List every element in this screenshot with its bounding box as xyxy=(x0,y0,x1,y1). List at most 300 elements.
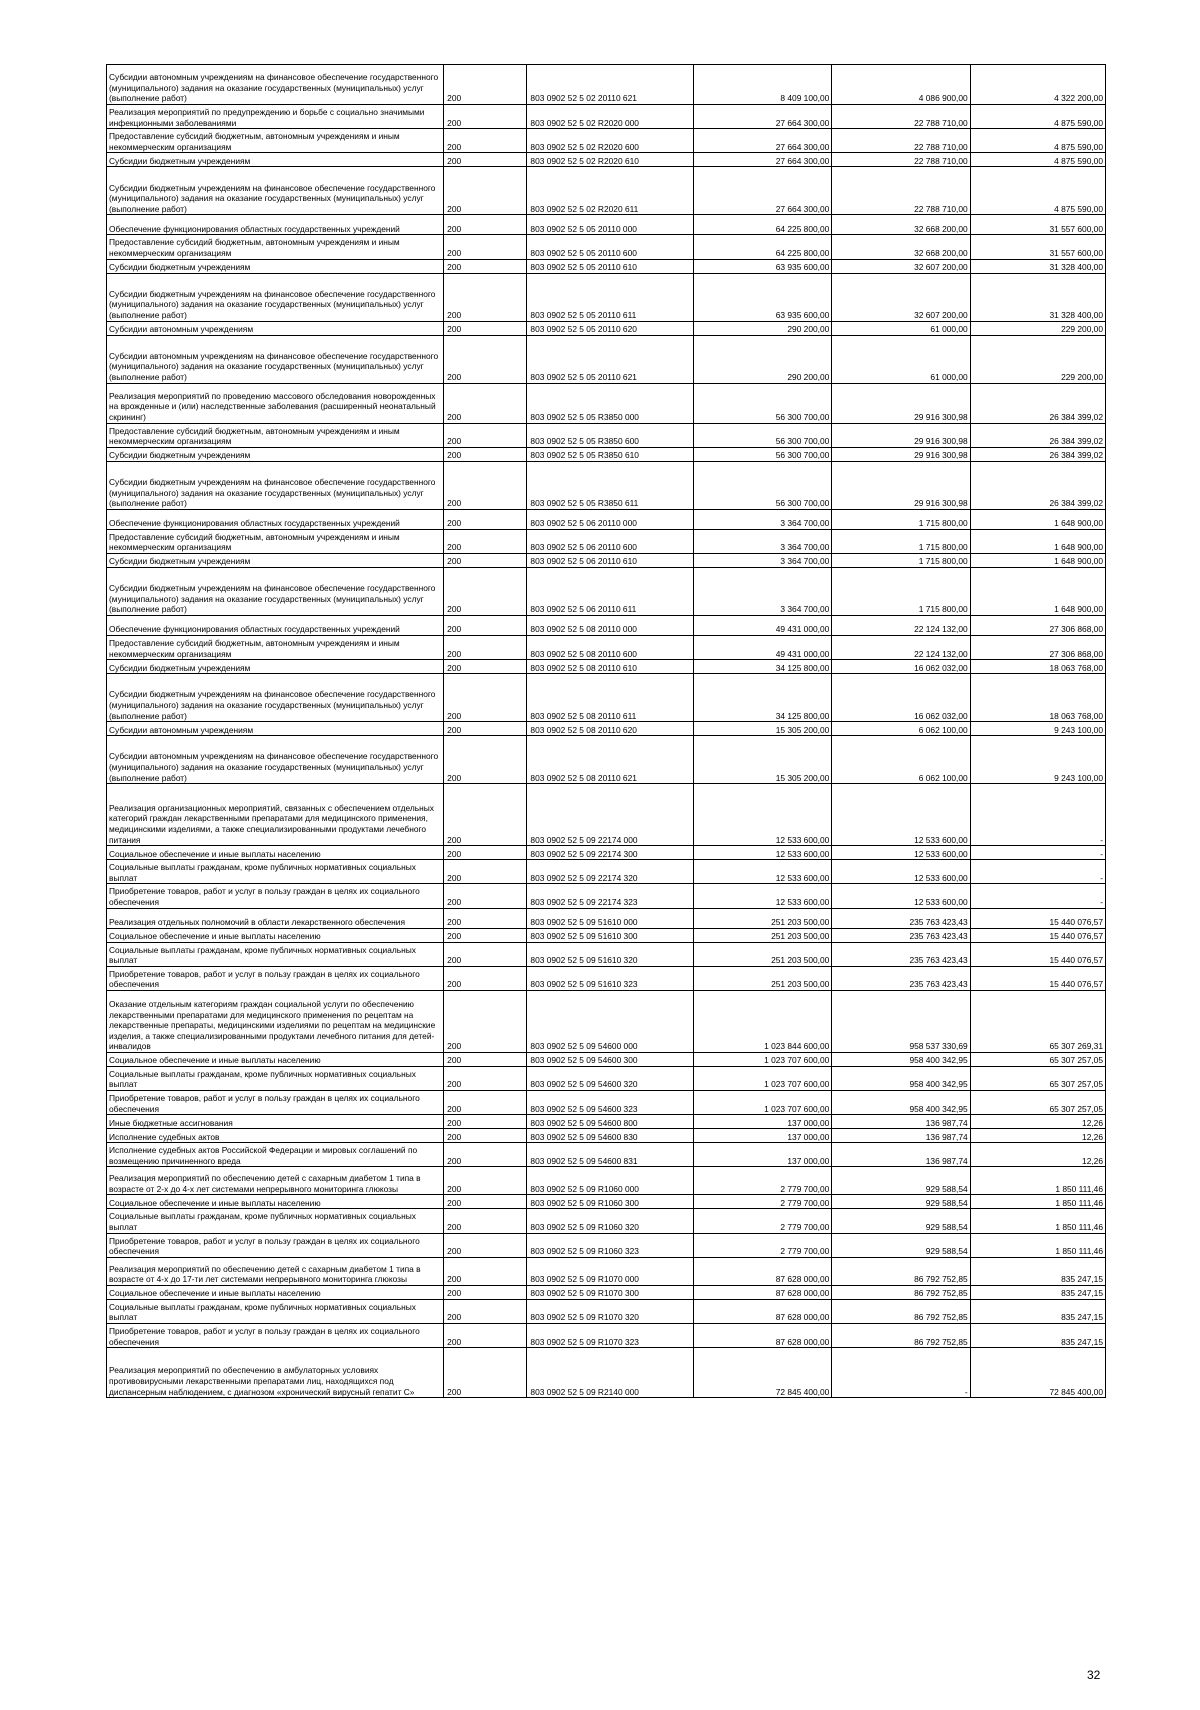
row-name-cell: Субсидии бюджетным учреждениям xyxy=(107,553,444,567)
row-total-cell: 87 628 000,00 xyxy=(693,1257,831,1285)
row-executed-cell: 12 533 600,00 xyxy=(832,846,970,860)
row-remaining-cell: 9 243 100,00 xyxy=(970,722,1105,736)
row-name-cell: Реализация организационных мероприятий, связанных с обеспечением отдельных категорий граждан лекарственными препаратами для медицинского применения, медицинскими изделиями, а также специализированными продуктами лечебного питания xyxy=(107,784,444,846)
table-row xyxy=(107,908,1106,928)
row-name-cell: Субсидии бюджетным учреждениям xyxy=(107,259,444,273)
row-ved-cell: 200 xyxy=(444,674,527,722)
table-row xyxy=(107,635,1106,659)
row-executed-cell: 1 715 800,00 xyxy=(832,567,970,615)
row-name-cell: Реализация мероприятий по обеспечению в амбулаторных условиях противовирусными лекарственными препаратами лиц, находящихся под диспансерным наблюдением, с диагнозом «хронический вирусный гепатит С» xyxy=(107,1348,444,1398)
row-code-cell: 803 0902 52 5 06 20110 610 xyxy=(527,553,694,567)
row-executed-cell: 12 533 600,00 xyxy=(832,860,970,884)
row-total-cell: 251 203 500,00 xyxy=(693,908,831,928)
row-remaining-cell: 31 328 400,00 xyxy=(970,273,1105,321)
row-total-cell: 1 023 707 600,00 xyxy=(693,1066,831,1090)
row-code-cell: 803 0902 52 5 09 51610 000 xyxy=(527,908,694,928)
table-row xyxy=(107,461,1106,509)
row-total-cell: 251 203 500,00 xyxy=(693,966,831,990)
row-total-cell: 63 935 600,00 xyxy=(693,273,831,321)
row-name-cell: Приобретение товаров, работ и услуг в пользу граждан в целях их социального обеспечения xyxy=(107,1324,444,1348)
row-ved-cell: 200 xyxy=(444,1209,527,1233)
table-row xyxy=(107,884,1106,908)
table-row xyxy=(107,529,1106,553)
table-body xyxy=(107,65,1106,1398)
table-row xyxy=(107,1091,1106,1115)
row-ved-cell: 200 xyxy=(444,1115,527,1129)
row-code-cell: 803 0902 52 5 09 R1060 300 xyxy=(527,1195,694,1209)
row-total-cell: 64 225 800,00 xyxy=(693,215,831,235)
table-row xyxy=(107,784,1106,846)
row-code-cell: 803 0902 52 5 06 20110 611 xyxy=(527,567,694,615)
row-total-cell: 27 664 300,00 xyxy=(693,153,831,167)
table-row xyxy=(107,942,1106,966)
row-code-cell: 803 0902 52 5 09 54600 323 xyxy=(527,1091,694,1115)
row-code-cell: 803 0902 52 5 09 54600 830 xyxy=(527,1129,694,1143)
row-code-cell: 803 0902 52 5 06 20110 600 xyxy=(527,529,694,553)
table-row xyxy=(107,1299,1106,1323)
row-total-cell: 34 125 800,00 xyxy=(693,660,831,674)
table-row xyxy=(107,928,1106,942)
row-name-cell: Предоставление субсидий бюджетным, автономным учреждениям и иным некоммерческим организациям xyxy=(107,529,444,553)
row-executed-cell: 32 607 200,00 xyxy=(832,273,970,321)
row-remaining-cell: 229 200,00 xyxy=(970,321,1105,335)
row-code-cell: 803 0902 52 5 05 20110 000 xyxy=(527,215,694,235)
row-name-cell: Обеспечение функционирования областных государственных учреждений xyxy=(107,509,444,529)
row-name-cell: Приобретение товаров, работ и услуг в пользу граждан в целях их социального обеспечения xyxy=(107,1233,444,1257)
table-row xyxy=(107,167,1106,215)
table-row xyxy=(107,1143,1106,1167)
row-name-cell: Субсидии бюджетным учреждениям на финансовое обеспечение государственного (муниципального) задания на оказание государственных (муниципальных) услуг (выполнение работ) xyxy=(107,273,444,321)
row-ved-cell: 200 xyxy=(444,908,527,928)
row-ved-cell: 200 xyxy=(444,423,527,447)
row-name-cell: Субсидии автономным учреждениям на финансовое обеспечение государственного (муниципального) задания на оказание государственных (муниципальных) услуг (выполнение работ) xyxy=(107,736,444,784)
row-executed-cell: 12 533 600,00 xyxy=(832,784,970,846)
row-executed-cell: 958 400 342,95 xyxy=(832,1066,970,1090)
row-ved-cell: 200 xyxy=(444,235,527,259)
row-remaining-cell: 4 322 200,00 xyxy=(970,65,1105,105)
row-remaining-cell: 26 384 399,02 xyxy=(970,423,1105,447)
row-total-cell: 290 200,00 xyxy=(693,335,831,383)
table-row xyxy=(107,153,1106,167)
table-row xyxy=(107,567,1106,615)
row-total-cell: 1 023 707 600,00 xyxy=(693,1091,831,1115)
row-total-cell: 137 000,00 xyxy=(693,1115,831,1129)
row-ved-cell: 200 xyxy=(444,722,527,736)
row-executed-cell: 136 987,74 xyxy=(832,1115,970,1129)
row-total-cell: 3 364 700,00 xyxy=(693,567,831,615)
row-total-cell: 2 779 700,00 xyxy=(693,1195,831,1209)
row-name-cell: Социальные выплаты гражданам, кроме публичных нормативных социальных выплат xyxy=(107,942,444,966)
row-total-cell: 251 203 500,00 xyxy=(693,942,831,966)
table-row xyxy=(107,1348,1106,1398)
row-name-cell: Субсидии автономным учреждениям xyxy=(107,321,444,335)
table-row xyxy=(107,1209,1106,1233)
row-total-cell: 87 628 000,00 xyxy=(693,1324,831,1348)
row-total-cell: 12 533 600,00 xyxy=(693,784,831,846)
table-row xyxy=(107,736,1106,784)
row-name-cell: Социальное обеспечение и иные выплаты населению xyxy=(107,1052,444,1066)
row-code-cell: 803 0902 52 5 05 20110 600 xyxy=(527,235,694,259)
row-remaining-cell: 4 875 590,00 xyxy=(970,105,1105,129)
row-name-cell: Субсидии бюджетным учреждениям xyxy=(107,153,444,167)
row-executed-cell: 86 792 752,85 xyxy=(832,1299,970,1323)
row-total-cell: 64 225 800,00 xyxy=(693,235,831,259)
row-ved-cell: 200 xyxy=(444,153,527,167)
row-executed-cell: 29 916 300,98 xyxy=(832,383,970,423)
row-executed-cell: 235 763 423,43 xyxy=(832,966,970,990)
row-ved-cell: 200 xyxy=(444,167,527,215)
row-ved-cell: 200 xyxy=(444,736,527,784)
row-remaining-cell: 12,26 xyxy=(970,1129,1105,1143)
row-executed-cell: 32 607 200,00 xyxy=(832,259,970,273)
row-name-cell: Обеспечение функционирования областных государственных учреждений xyxy=(107,215,444,235)
table-row xyxy=(107,447,1106,461)
row-name-cell: Социальные выплаты гражданам, кроме публичных нормативных социальных выплат xyxy=(107,860,444,884)
row-total-cell: 3 364 700,00 xyxy=(693,509,831,529)
row-remaining-cell: 4 875 590,00 xyxy=(970,153,1105,167)
table-row xyxy=(107,553,1106,567)
row-code-cell: 803 0902 52 5 05 R3850 600 xyxy=(527,423,694,447)
row-name-cell: Субсидии автономным учреждениям на финансовое обеспечение государственного (муниципального) задания на оказание государственных (муниципальных) услуг (выполнение работ) xyxy=(107,335,444,383)
row-code-cell: 803 0902 52 5 02 R2020 611 xyxy=(527,167,694,215)
row-executed-cell: 29 916 300,98 xyxy=(832,447,970,461)
row-total-cell: 56 300 700,00 xyxy=(693,461,831,509)
table-row xyxy=(107,1052,1106,1066)
row-executed-cell: 29 916 300,98 xyxy=(832,461,970,509)
table-row xyxy=(107,105,1106,129)
row-executed-cell: 958 400 342,95 xyxy=(832,1091,970,1115)
table-row xyxy=(107,1195,1106,1209)
row-total-cell: 12 533 600,00 xyxy=(693,884,831,908)
row-remaining-cell: 9 243 100,00 xyxy=(970,736,1105,784)
row-name-cell: Социальные выплаты гражданам, кроме публичных нормативных социальных выплат xyxy=(107,1066,444,1090)
row-code-cell: 803 0902 52 5 05 R3850 000 xyxy=(527,383,694,423)
table-row xyxy=(107,273,1106,321)
row-total-cell: 15 305 200,00 xyxy=(693,722,831,736)
row-remaining-cell: - xyxy=(970,846,1105,860)
row-ved-cell: 200 xyxy=(444,509,527,529)
table-row xyxy=(107,615,1106,635)
table-row xyxy=(107,966,1106,990)
row-executed-cell: 136 987,74 xyxy=(832,1143,970,1167)
row-name-cell: Субсидии автономным учреждениям на финансовое обеспечение государственного (муниципального) задания на оказание государственных (муниципальных) услуг (выполнение работ) xyxy=(107,65,444,105)
row-code-cell: 803 0902 52 5 09 51610 320 xyxy=(527,942,694,966)
row-total-cell: 15 305 200,00 xyxy=(693,736,831,784)
row-ved-cell: 200 xyxy=(444,1129,527,1143)
row-executed-cell: 6 062 100,00 xyxy=(832,722,970,736)
row-remaining-cell: 1 850 111,46 xyxy=(970,1233,1105,1257)
row-total-cell: 27 664 300,00 xyxy=(693,167,831,215)
row-executed-cell: 61 000,00 xyxy=(832,335,970,383)
row-ved-cell: 200 xyxy=(444,1167,527,1195)
row-total-cell: 56 300 700,00 xyxy=(693,447,831,461)
row-remaining-cell: 18 063 768,00 xyxy=(970,660,1105,674)
row-ved-cell: 200 xyxy=(444,129,527,153)
row-executed-cell: 929 588,54 xyxy=(832,1233,970,1257)
row-total-cell: 72 845 400,00 xyxy=(693,1348,831,1398)
row-ved-cell: 200 xyxy=(444,1091,527,1115)
row-executed-cell: 1 715 800,00 xyxy=(832,509,970,529)
row-remaining-cell: - xyxy=(970,860,1105,884)
table-row xyxy=(107,722,1106,736)
row-code-cell: 803 0902 52 5 09 54600 300 xyxy=(527,1052,694,1066)
row-remaining-cell: 31 557 600,00 xyxy=(970,215,1105,235)
row-remaining-cell: 15 440 076,57 xyxy=(970,908,1105,928)
row-ved-cell: 200 xyxy=(444,1324,527,1348)
row-executed-cell: 86 792 752,85 xyxy=(832,1285,970,1299)
row-executed-cell: 16 062 032,00 xyxy=(832,674,970,722)
table-row xyxy=(107,129,1106,153)
row-code-cell: 803 0902 52 5 09 54600 320 xyxy=(527,1066,694,1090)
table-row xyxy=(107,215,1106,235)
row-code-cell: 803 0902 52 5 09 54600 831 xyxy=(527,1143,694,1167)
row-remaining-cell: 26 384 399,02 xyxy=(970,383,1105,423)
row-ved-cell: 200 xyxy=(444,259,527,273)
row-remaining-cell: - xyxy=(970,884,1105,908)
row-code-cell: 803 0902 52 5 08 20110 610 xyxy=(527,660,694,674)
table-row xyxy=(107,846,1106,860)
table-row xyxy=(107,1129,1106,1143)
row-executed-cell: 958 400 342,95 xyxy=(832,1052,970,1066)
row-ved-cell: 200 xyxy=(444,1257,527,1285)
row-remaining-cell: 835 247,15 xyxy=(970,1324,1105,1348)
table-row xyxy=(107,65,1106,105)
row-executed-cell: 86 792 752,85 xyxy=(832,1257,970,1285)
row-ved-cell: 200 xyxy=(444,660,527,674)
row-remaining-cell: 4 875 590,00 xyxy=(970,167,1105,215)
row-executed-cell: 235 763 423,43 xyxy=(832,942,970,966)
row-remaining-cell: 27 306 868,00 xyxy=(970,635,1105,659)
row-total-cell: 290 200,00 xyxy=(693,321,831,335)
row-ved-cell: 200 xyxy=(444,383,527,423)
row-remaining-cell: 26 384 399,02 xyxy=(970,447,1105,461)
table-row xyxy=(107,1115,1106,1129)
row-code-cell: 803 0902 52 5 05 20110 620 xyxy=(527,321,694,335)
table-row xyxy=(107,1285,1106,1299)
row-total-cell: 2 779 700,00 xyxy=(693,1233,831,1257)
row-total-cell: 137 000,00 xyxy=(693,1143,831,1167)
table-row xyxy=(107,860,1106,884)
row-ved-cell: 200 xyxy=(444,105,527,129)
row-name-cell: Социальные выплаты гражданам, кроме публичных нормативных социальных выплат xyxy=(107,1299,444,1323)
row-name-cell: Социальные выплаты гражданам, кроме публичных нормативных социальных выплат xyxy=(107,1209,444,1233)
row-remaining-cell: 1 850 111,46 xyxy=(970,1195,1105,1209)
row-remaining-cell: 65 307 257,05 xyxy=(970,1066,1105,1090)
row-remaining-cell: 15 440 076,57 xyxy=(970,942,1105,966)
row-name-cell: Социальное обеспечение и иные выплаты населению xyxy=(107,928,444,942)
row-ved-cell: 200 xyxy=(444,1348,527,1398)
row-name-cell: Обеспечение функционирования областных государственных учреждений xyxy=(107,615,444,635)
row-name-cell: Социальное обеспечение и иные выплаты населению xyxy=(107,1285,444,1299)
row-remaining-cell: - xyxy=(970,784,1105,846)
row-executed-cell: 929 588,54 xyxy=(832,1209,970,1233)
row-total-cell: 49 431 000,00 xyxy=(693,635,831,659)
row-name-cell: Приобретение товаров, работ и услуг в пользу граждан в целях их социального обеспечения xyxy=(107,884,444,908)
row-name-cell: Социальное обеспечение и иные выплаты населению xyxy=(107,846,444,860)
row-name-cell: Субсидии бюджетным учреждениям на финансовое обеспечение государственного (муниципального) задания на оказание государственных (муниципальных) услуг (выполнение работ) xyxy=(107,567,444,615)
row-ved-cell: 200 xyxy=(444,784,527,846)
row-total-cell: 27 664 300,00 xyxy=(693,105,831,129)
row-code-cell: 803 0902 52 5 06 20110 000 xyxy=(527,509,694,529)
row-code-cell: 803 0902 52 5 08 20110 620 xyxy=(527,722,694,736)
table-row xyxy=(107,1257,1106,1285)
table-row xyxy=(107,1233,1106,1257)
row-executed-cell: 136 987,74 xyxy=(832,1129,970,1143)
row-ved-cell: 200 xyxy=(444,1195,527,1209)
row-code-cell: 803 0902 52 5 05 20110 610 xyxy=(527,259,694,273)
row-code-cell: 803 0902 52 5 09 R1070 300 xyxy=(527,1285,694,1299)
table-row xyxy=(107,335,1106,383)
row-name-cell: Субсидии бюджетным учреждениям на финансовое обеспечение государственного (муниципального) задания на оказание государственных (муниципальных) услуг (выполнение работ) xyxy=(107,674,444,722)
row-total-cell: 56 300 700,00 xyxy=(693,423,831,447)
row-name-cell: Предоставление субсидий бюджетным, автономным учреждениям и иным некоммерческим организациям xyxy=(107,423,444,447)
row-executed-cell: 958 537 330,69 xyxy=(832,990,970,1052)
row-name-cell: Субсидии бюджетным учреждениям на финансовое обеспечение государственного (муниципального) задания на оказание государственных (муниципальных) услуг (выполнение работ) xyxy=(107,167,444,215)
row-code-cell: 803 0902 52 5 05 20110 611 xyxy=(527,273,694,321)
row-total-cell: 56 300 700,00 xyxy=(693,383,831,423)
row-executed-cell: 32 668 200,00 xyxy=(832,235,970,259)
row-name-cell: Реализация мероприятий по обеспечению детей с сахарным диабетом 1 типа в возрасте от 4-х до 17-ти лет системами непрерывного мониторинга глюкозы xyxy=(107,1257,444,1285)
row-code-cell: 803 0902 52 5 09 R1070 000 xyxy=(527,1257,694,1285)
row-total-cell: 12 533 600,00 xyxy=(693,860,831,884)
row-total-cell: 251 203 500,00 xyxy=(693,928,831,942)
row-name-cell: Предоставление субсидий бюджетным, автономным учреждениям и иным некоммерческим организациям xyxy=(107,235,444,259)
row-name-cell: Субсидии бюджетным учреждениям xyxy=(107,660,444,674)
row-executed-cell: 929 588,54 xyxy=(832,1167,970,1195)
row-total-cell: 27 664 300,00 xyxy=(693,129,831,153)
row-code-cell: 803 0902 52 5 08 20110 600 xyxy=(527,635,694,659)
row-executed-cell: 1 715 800,00 xyxy=(832,553,970,567)
row-executed-cell: 929 588,54 xyxy=(832,1195,970,1209)
page-number: 32 xyxy=(1087,1668,1101,1682)
row-executed-cell: - xyxy=(832,1348,970,1398)
row-remaining-cell: 15 440 076,57 xyxy=(970,966,1105,990)
table-row xyxy=(107,1066,1106,1090)
row-ved-cell: 200 xyxy=(444,567,527,615)
table-row xyxy=(107,509,1106,529)
row-remaining-cell: 1 648 900,00 xyxy=(970,529,1105,553)
row-name-cell: Исполнение судебных актов xyxy=(107,1129,444,1143)
table-row xyxy=(107,674,1106,722)
budget-execution-table xyxy=(106,64,1106,1398)
row-executed-cell: 22 124 132,00 xyxy=(832,615,970,635)
row-ved-cell: 200 xyxy=(444,1233,527,1257)
row-remaining-cell: 229 200,00 xyxy=(970,335,1105,383)
table-row xyxy=(107,259,1106,273)
row-remaining-cell: 65 307 257,05 xyxy=(970,1052,1105,1066)
row-code-cell: 803 0902 52 5 05 R3850 610 xyxy=(527,447,694,461)
row-name-cell: Субсидии бюджетным учреждениям xyxy=(107,447,444,461)
row-code-cell: 803 0902 52 5 09 54600 000 xyxy=(527,990,694,1052)
row-name-cell: Предоставление субсидий бюджетным, автономным учреждениям и иным некоммерческим организациям xyxy=(107,635,444,659)
row-executed-cell: 86 792 752,85 xyxy=(832,1324,970,1348)
row-executed-cell: 22 124 132,00 xyxy=(832,635,970,659)
row-name-cell: Реализация мероприятий по обеспечению детей с сахарным диабетом 1 типа в возрасте от 2-х до 4-х лет системами непрерывного мониторинга глюкозы xyxy=(107,1167,444,1195)
row-remaining-cell: 65 307 257,05 xyxy=(970,1091,1105,1115)
row-name-cell: Субсидии автономным учреждениям xyxy=(107,722,444,736)
row-name-cell: Социальное обеспечение и иные выплаты населению xyxy=(107,1195,444,1209)
row-ved-cell: 200 xyxy=(444,529,527,553)
row-remaining-cell: 835 247,15 xyxy=(970,1257,1105,1285)
row-executed-cell: 29 916 300,98 xyxy=(832,423,970,447)
row-ved-cell: 200 xyxy=(444,615,527,635)
row-remaining-cell: 835 247,15 xyxy=(970,1285,1105,1299)
row-total-cell: 2 779 700,00 xyxy=(693,1209,831,1233)
row-ved-cell: 200 xyxy=(444,860,527,884)
table-row xyxy=(107,383,1106,423)
row-remaining-cell: 12,26 xyxy=(970,1143,1105,1167)
row-code-cell: 803 0902 52 5 05 R3850 611 xyxy=(527,461,694,509)
row-executed-cell: 22 788 710,00 xyxy=(832,129,970,153)
table-row xyxy=(107,1324,1106,1348)
row-remaining-cell: 12,26 xyxy=(970,1115,1105,1129)
row-executed-cell: 22 788 710,00 xyxy=(832,153,970,167)
row-ved-cell: 200 xyxy=(444,990,527,1052)
row-code-cell: 803 0902 52 5 09 22174 320 xyxy=(527,860,694,884)
row-ved-cell: 200 xyxy=(444,553,527,567)
row-remaining-cell: 72 845 400,00 xyxy=(970,1348,1105,1398)
row-ved-cell: 200 xyxy=(444,65,527,105)
row-name-cell: Реализация мероприятий по проведению массового обследования новорожденных на врожденные и (или) наследственные заболевания (расширенный неонатальный скрининг) xyxy=(107,383,444,423)
row-remaining-cell: 15 440 076,57 xyxy=(970,928,1105,942)
row-executed-cell: 6 062 100,00 xyxy=(832,736,970,784)
row-code-cell: 803 0902 52 5 09 R1060 323 xyxy=(527,1233,694,1257)
row-name-cell: Предоставление субсидий бюджетным, автономным учреждениям и иным некоммерческим организациям xyxy=(107,129,444,153)
table-row xyxy=(107,990,1106,1052)
row-name-cell: Реализация мероприятий по предупреждению и борьбе с социально значимыми инфекционными заболеваниями xyxy=(107,105,444,129)
row-code-cell: 803 0902 52 5 09 R2140 000 xyxy=(527,1348,694,1398)
row-ved-cell: 200 xyxy=(444,1299,527,1323)
row-remaining-cell: 65 307 269,31 xyxy=(970,990,1105,1052)
row-remaining-cell: 1 850 111,46 xyxy=(970,1209,1105,1233)
row-executed-cell: 1 715 800,00 xyxy=(832,529,970,553)
row-code-cell: 803 0902 52 5 02 20110 621 xyxy=(527,65,694,105)
row-code-cell: 803 0902 52 5 09 22174 000 xyxy=(527,784,694,846)
row-total-cell: 3 364 700,00 xyxy=(693,553,831,567)
row-executed-cell: 22 788 710,00 xyxy=(832,105,970,129)
row-ved-cell: 200 xyxy=(444,321,527,335)
row-total-cell: 137 000,00 xyxy=(693,1129,831,1143)
table-row xyxy=(107,423,1106,447)
row-ved-cell: 200 xyxy=(444,1066,527,1090)
row-code-cell: 803 0902 52 5 09 22174 300 xyxy=(527,846,694,860)
row-executed-cell: 22 788 710,00 xyxy=(832,167,970,215)
row-code-cell: 803 0902 52 5 09 R1070 320 xyxy=(527,1299,694,1323)
row-total-cell: 12 533 600,00 xyxy=(693,846,831,860)
row-total-cell: 87 628 000,00 xyxy=(693,1285,831,1299)
row-name-cell: Реализация отдельных полномочий в области лекарственного обеспечения xyxy=(107,908,444,928)
row-name-cell: Субсидии бюджетным учреждениям на финансовое обеспечение государственного (муниципального) задания на оказание государственных (муниципальных) услуг (выполнение работ) xyxy=(107,461,444,509)
row-code-cell: 803 0902 52 5 09 54600 800 xyxy=(527,1115,694,1129)
row-code-cell: 803 0902 52 5 09 51610 300 xyxy=(527,928,694,942)
row-ved-cell: 200 xyxy=(444,1285,527,1299)
table-row xyxy=(107,1167,1106,1195)
row-code-cell: 803 0902 52 5 09 R1060 000 xyxy=(527,1167,694,1195)
row-executed-cell: 4 086 900,00 xyxy=(832,65,970,105)
row-total-cell: 3 364 700,00 xyxy=(693,529,831,553)
row-remaining-cell: 18 063 768,00 xyxy=(970,674,1105,722)
row-code-cell: 803 0902 52 5 08 20110 611 xyxy=(527,674,694,722)
row-name-cell: Исполнение судебных актов Российской Федерации и мировых соглашений по возмещению причиненного вреда xyxy=(107,1143,444,1167)
row-total-cell: 87 628 000,00 xyxy=(693,1299,831,1323)
row-remaining-cell: 1 648 900,00 xyxy=(970,553,1105,567)
row-total-cell: 63 935 600,00 xyxy=(693,259,831,273)
row-ved-cell: 200 xyxy=(444,335,527,383)
row-total-cell: 1 023 707 600,00 xyxy=(693,1052,831,1066)
row-executed-cell: 12 533 600,00 xyxy=(832,884,970,908)
row-ved-cell: 200 xyxy=(444,966,527,990)
row-name-cell: Иные бюджетные ассигнования xyxy=(107,1115,444,1129)
